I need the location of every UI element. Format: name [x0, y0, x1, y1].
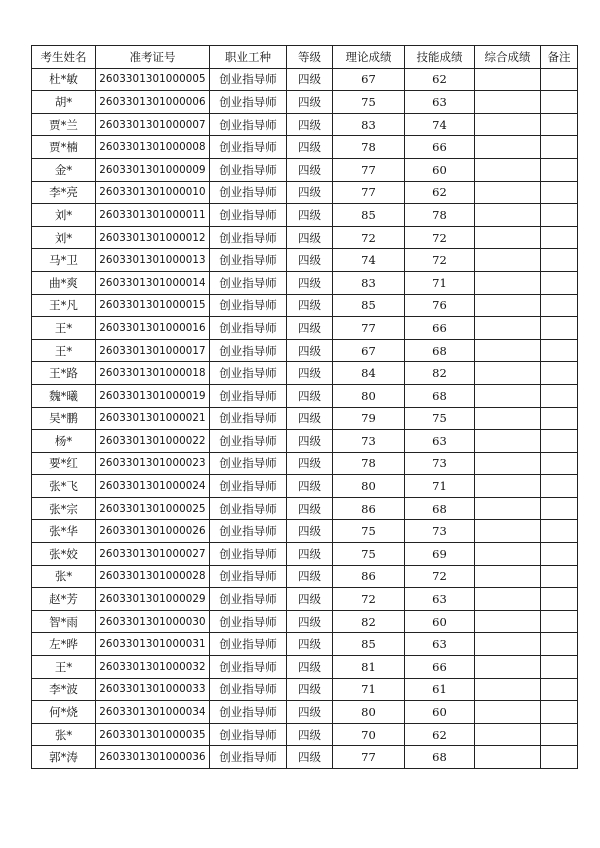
occupation-cell: 创业指导师	[210, 249, 287, 272]
level-cell: 四级	[287, 565, 333, 588]
occupation-cell: 创业指导师	[210, 204, 287, 227]
skill-score-cell: 71	[405, 475, 475, 498]
overall-score-cell	[475, 181, 541, 204]
remark-cell	[541, 226, 578, 249]
theory-score-cell: 80	[333, 475, 405, 498]
occupation-cell: 创业指导师	[210, 656, 287, 679]
skill-score-cell: 60	[405, 701, 475, 724]
overall-score-cell	[475, 68, 541, 91]
level-cell: 四级	[287, 91, 333, 114]
level-cell: 四级	[287, 181, 333, 204]
theory-score-cell: 75	[333, 91, 405, 114]
theory-score-cell: 75	[333, 520, 405, 543]
skill-score-cell: 63	[405, 588, 475, 611]
candidate-name-cell: 杨*	[32, 430, 96, 453]
theory-score-cell: 78	[333, 136, 405, 159]
table-row	[32, 497, 578, 520]
overall-score-cell	[475, 610, 541, 633]
exam-id-cell: 2603301301000015	[96, 294, 210, 317]
level-cell: 四级	[287, 226, 333, 249]
skill-score-cell: 60	[405, 158, 475, 181]
skill-score-cell: 68	[405, 384, 475, 407]
candidate-name-cell: 贾*兰	[32, 113, 96, 136]
exam-id-cell: 2603301301000023	[96, 452, 210, 475]
skill-score-cell: 66	[405, 136, 475, 159]
occupation-cell: 创业指导师	[210, 701, 287, 724]
overall-score-cell	[475, 158, 541, 181]
table-row	[32, 204, 578, 227]
occupation-cell: 创业指导师	[210, 430, 287, 453]
table-row	[32, 543, 578, 566]
exam-id-cell: 2603301301000031	[96, 633, 210, 656]
theory-score-cell: 86	[333, 497, 405, 520]
occupation-cell: 创业指导师	[210, 633, 287, 656]
skill-score-cell: 63	[405, 430, 475, 453]
level-cell: 四级	[287, 204, 333, 227]
theory-score-cell: 67	[333, 68, 405, 91]
candidate-name-cell: 左*晔	[32, 633, 96, 656]
occupation-cell: 创业指导师	[210, 543, 287, 566]
theory-score-cell: 70	[333, 723, 405, 746]
remark-cell	[541, 610, 578, 633]
occupation-cell: 创业指导师	[210, 136, 287, 159]
level-cell: 四级	[287, 68, 333, 91]
table-row	[32, 113, 578, 136]
overall-score-cell	[475, 407, 541, 430]
exam-id-cell: 2603301301000010	[96, 181, 210, 204]
theory-score-cell: 84	[333, 362, 405, 385]
overall-score-cell	[475, 91, 541, 114]
remark-cell	[541, 317, 578, 340]
candidate-name-cell: 吴*鹏	[32, 407, 96, 430]
exam-id-cell: 2603301301000033	[96, 678, 210, 701]
overall-score-cell	[475, 475, 541, 498]
col-overall-header: 综合成绩	[475, 46, 541, 69]
table-row	[32, 158, 578, 181]
occupation-cell: 创业指导师	[210, 181, 287, 204]
theory-score-cell: 75	[333, 543, 405, 566]
theory-score-cell: 79	[333, 407, 405, 430]
theory-score-cell: 85	[333, 204, 405, 227]
occupation-cell: 创业指导师	[210, 226, 287, 249]
theory-score-cell: 77	[333, 746, 405, 769]
candidate-name-cell: 王*	[32, 317, 96, 340]
level-cell: 四级	[287, 633, 333, 656]
table-row	[32, 294, 578, 317]
skill-score-cell: 72	[405, 249, 475, 272]
level-cell: 四级	[287, 452, 333, 475]
remark-cell	[541, 723, 578, 746]
table-row	[32, 746, 578, 769]
skill-score-cell: 68	[405, 339, 475, 362]
exam-id-cell: 2603301301000012	[96, 226, 210, 249]
remark-cell	[541, 158, 578, 181]
table-row	[32, 362, 578, 385]
exam-id-cell: 2603301301000018	[96, 362, 210, 385]
theory-score-cell: 82	[333, 610, 405, 633]
remark-cell	[541, 475, 578, 498]
remark-cell	[541, 520, 578, 543]
level-cell: 四级	[287, 497, 333, 520]
level-cell: 四级	[287, 294, 333, 317]
occupation-cell: 创业指导师	[210, 68, 287, 91]
candidate-name-cell: 王*	[32, 339, 96, 362]
table-row	[32, 475, 578, 498]
remark-cell	[541, 339, 578, 362]
candidate-name-cell: 魏*曦	[32, 384, 96, 407]
remark-cell	[541, 136, 578, 159]
col-exam-id-header: 准考证号	[96, 46, 210, 69]
overall-score-cell	[475, 204, 541, 227]
remark-cell	[541, 181, 578, 204]
skill-score-cell: 76	[405, 294, 475, 317]
candidate-name-cell: 刘*	[32, 204, 96, 227]
occupation-cell: 创业指导师	[210, 294, 287, 317]
exam-id-cell: 2603301301000013	[96, 249, 210, 272]
level-cell: 四级	[287, 475, 333, 498]
level-cell: 四级	[287, 249, 333, 272]
level-cell: 四级	[287, 317, 333, 340]
exam-id-cell: 2603301301000029	[96, 588, 210, 611]
table-row	[32, 610, 578, 633]
remark-cell	[541, 701, 578, 724]
level-cell: 四级	[287, 588, 333, 611]
remark-cell	[541, 204, 578, 227]
remark-cell	[541, 271, 578, 294]
table-row	[32, 565, 578, 588]
theory-score-cell: 73	[333, 430, 405, 453]
table-row	[32, 249, 578, 272]
skill-score-cell: 62	[405, 181, 475, 204]
overall-score-cell	[475, 339, 541, 362]
exam-id-cell: 2603301301000011	[96, 204, 210, 227]
col-skill-header: 技能成绩	[405, 46, 475, 69]
table-row	[32, 407, 578, 430]
occupation-cell: 创业指导师	[210, 588, 287, 611]
overall-score-cell	[475, 249, 541, 272]
overall-score-cell	[475, 543, 541, 566]
candidate-name-cell: 智*雨	[32, 610, 96, 633]
exam-id-cell: 2603301301000016	[96, 317, 210, 340]
remark-cell	[541, 497, 578, 520]
table-row	[32, 520, 578, 543]
overall-score-cell	[475, 362, 541, 385]
skill-score-cell: 73	[405, 452, 475, 475]
exam-id-cell: 2603301301000035	[96, 723, 210, 746]
skill-score-cell: 71	[405, 271, 475, 294]
table-row	[32, 136, 578, 159]
exam-id-cell: 2603301301000009	[96, 158, 210, 181]
skill-score-cell: 66	[405, 656, 475, 679]
skill-score-cell: 82	[405, 362, 475, 385]
candidate-name-cell: 张*华	[32, 520, 96, 543]
col-name-header: 考生姓名	[32, 46, 96, 69]
remark-cell	[541, 565, 578, 588]
level-cell: 四级	[287, 678, 333, 701]
remark-cell	[541, 294, 578, 317]
occupation-cell: 创业指导师	[210, 610, 287, 633]
exam-id-cell: 2603301301000034	[96, 701, 210, 724]
occupation-cell: 创业指导师	[210, 723, 287, 746]
candidate-name-cell: 王*路	[32, 362, 96, 385]
table-row	[32, 430, 578, 453]
candidate-name-cell: 马*卫	[32, 249, 96, 272]
candidate-name-cell: 曲*爽	[32, 271, 96, 294]
overall-score-cell	[475, 113, 541, 136]
overall-score-cell	[475, 723, 541, 746]
theory-score-cell: 74	[333, 249, 405, 272]
candidate-name-cell: 王*	[32, 656, 96, 679]
remark-cell	[541, 656, 578, 679]
skill-score-cell: 78	[405, 204, 475, 227]
remark-cell	[541, 68, 578, 91]
occupation-cell: 创业指导师	[210, 317, 287, 340]
table-row	[32, 384, 578, 407]
overall-score-cell	[475, 678, 541, 701]
candidate-name-cell: 张*宗	[32, 497, 96, 520]
level-cell: 四级	[287, 113, 333, 136]
remark-cell	[541, 91, 578, 114]
candidate-name-cell: 刘*	[32, 226, 96, 249]
candidate-name-cell: 赵*芳	[32, 588, 96, 611]
candidate-name-cell: 金*	[32, 158, 96, 181]
candidate-name-cell: 何*烧	[32, 701, 96, 724]
exam-id-cell: 2603301301000014	[96, 271, 210, 294]
table-row	[32, 656, 578, 679]
theory-score-cell: 78	[333, 452, 405, 475]
col-occupation-header: 职业工种	[210, 46, 287, 69]
overall-score-cell	[475, 656, 541, 679]
overall-score-cell	[475, 430, 541, 453]
skill-score-cell: 66	[405, 317, 475, 340]
table-body	[32, 68, 578, 768]
overall-score-cell	[475, 746, 541, 769]
occupation-cell: 创业指导师	[210, 362, 287, 385]
candidate-name-cell: 张*飞	[32, 475, 96, 498]
table-row	[32, 317, 578, 340]
level-cell: 四级	[287, 430, 333, 453]
overall-score-cell	[475, 294, 541, 317]
theory-score-cell: 86	[333, 565, 405, 588]
overall-score-cell	[475, 317, 541, 340]
exam-id-cell: 2603301301000032	[96, 656, 210, 679]
table-row	[32, 588, 578, 611]
exam-id-cell: 2603301301000019	[96, 384, 210, 407]
overall-score-cell	[475, 497, 541, 520]
overall-score-cell	[475, 701, 541, 724]
level-cell: 四级	[287, 362, 333, 385]
exam-id-cell: 2603301301000021	[96, 407, 210, 430]
theory-score-cell: 81	[333, 656, 405, 679]
overall-score-cell	[475, 520, 541, 543]
occupation-cell: 创业指导师	[210, 746, 287, 769]
skill-score-cell: 61	[405, 678, 475, 701]
skill-score-cell: 69	[405, 543, 475, 566]
candidate-name-cell: 贾*楠	[32, 136, 96, 159]
skill-score-cell: 60	[405, 610, 475, 633]
remark-cell	[541, 384, 578, 407]
skill-score-cell: 75	[405, 407, 475, 430]
exam-id-cell: 2603301301000008	[96, 136, 210, 159]
overall-score-cell	[475, 588, 541, 611]
exam-id-cell: 2603301301000006	[96, 91, 210, 114]
col-level-header: 等级	[287, 46, 333, 69]
table-row	[32, 226, 578, 249]
skill-score-cell: 63	[405, 91, 475, 114]
skill-score-cell: 74	[405, 113, 475, 136]
table-row	[32, 271, 578, 294]
overall-score-cell	[475, 384, 541, 407]
occupation-cell: 创业指导师	[210, 158, 287, 181]
exam-id-cell: 2603301301000022	[96, 430, 210, 453]
occupation-cell: 创业指导师	[210, 497, 287, 520]
remark-cell	[541, 362, 578, 385]
remark-cell	[541, 430, 578, 453]
remark-cell	[541, 249, 578, 272]
skill-score-cell: 68	[405, 497, 475, 520]
exam-id-cell: 2603301301000036	[96, 746, 210, 769]
level-cell: 四级	[287, 610, 333, 633]
occupation-cell: 创业指导师	[210, 565, 287, 588]
remark-cell	[541, 407, 578, 430]
exam-id-cell: 2603301301000028	[96, 565, 210, 588]
candidate-name-cell: 张*	[32, 723, 96, 746]
exam-id-cell: 2603301301000025	[96, 497, 210, 520]
table-row	[32, 68, 578, 91]
candidate-name-cell: 郭*涛	[32, 746, 96, 769]
level-cell: 四级	[287, 543, 333, 566]
overall-score-cell	[475, 271, 541, 294]
exam-id-cell: 2603301301000024	[96, 475, 210, 498]
table-row	[32, 723, 578, 746]
remark-cell	[541, 588, 578, 611]
theory-score-cell: 71	[333, 678, 405, 701]
skill-score-cell: 68	[405, 746, 475, 769]
level-cell: 四级	[287, 158, 333, 181]
theory-score-cell: 80	[333, 701, 405, 724]
exam-id-cell: 2603301301000026	[96, 520, 210, 543]
theory-score-cell: 77	[333, 317, 405, 340]
remark-cell	[541, 633, 578, 656]
candidate-name-cell: 杜*敏	[32, 68, 96, 91]
skill-score-cell: 63	[405, 633, 475, 656]
table-row	[32, 91, 578, 114]
theory-score-cell: 67	[333, 339, 405, 362]
score-table	[31, 45, 578, 769]
theory-score-cell: 72	[333, 588, 405, 611]
theory-score-cell: 83	[333, 271, 405, 294]
occupation-cell: 创业指导师	[210, 384, 287, 407]
theory-score-cell: 77	[333, 181, 405, 204]
occupation-cell: 创业指导师	[210, 475, 287, 498]
theory-score-cell: 80	[333, 384, 405, 407]
table-row	[32, 339, 578, 362]
col-remark-header: 备注	[541, 46, 578, 69]
candidate-name-cell: 李*亮	[32, 181, 96, 204]
theory-score-cell: 85	[333, 294, 405, 317]
skill-score-cell: 62	[405, 68, 475, 91]
candidate-name-cell: 李*波	[32, 678, 96, 701]
overall-score-cell	[475, 633, 541, 656]
level-cell: 四级	[287, 384, 333, 407]
occupation-cell: 创业指导师	[210, 678, 287, 701]
exam-id-cell: 2603301301000007	[96, 113, 210, 136]
exam-id-cell: 2603301301000027	[96, 543, 210, 566]
table-row	[32, 701, 578, 724]
occupation-cell: 创业指导师	[210, 271, 287, 294]
theory-score-cell: 85	[333, 633, 405, 656]
exam-id-cell: 2603301301000030	[96, 610, 210, 633]
occupation-cell: 创业指导师	[210, 407, 287, 430]
overall-score-cell	[475, 136, 541, 159]
level-cell: 四级	[287, 746, 333, 769]
remark-cell	[541, 543, 578, 566]
skill-score-cell: 72	[405, 226, 475, 249]
theory-score-cell: 77	[333, 158, 405, 181]
skill-score-cell: 62	[405, 723, 475, 746]
occupation-cell: 创业指导师	[210, 339, 287, 362]
candidate-name-cell: 张*姣	[32, 543, 96, 566]
remark-cell	[541, 746, 578, 769]
level-cell: 四级	[287, 520, 333, 543]
header-row	[32, 46, 578, 69]
level-cell: 四级	[287, 656, 333, 679]
level-cell: 四级	[287, 136, 333, 159]
table-row	[32, 678, 578, 701]
theory-score-cell: 72	[333, 226, 405, 249]
level-cell: 四级	[287, 723, 333, 746]
table-header	[32, 46, 578, 69]
candidate-name-cell: 王*凡	[32, 294, 96, 317]
overall-score-cell	[475, 226, 541, 249]
occupation-cell: 创业指导师	[210, 91, 287, 114]
occupation-cell: 创业指导师	[210, 113, 287, 136]
remark-cell	[541, 113, 578, 136]
candidate-name-cell: 要*红	[32, 452, 96, 475]
table-row	[32, 452, 578, 475]
exam-id-cell: 2603301301000017	[96, 339, 210, 362]
overall-score-cell	[475, 452, 541, 475]
occupation-cell: 创业指导师	[210, 520, 287, 543]
theory-score-cell: 83	[333, 113, 405, 136]
table-row	[32, 181, 578, 204]
remark-cell	[541, 452, 578, 475]
exam-id-cell: 2603301301000005	[96, 68, 210, 91]
skill-score-cell: 72	[405, 565, 475, 588]
remark-cell	[541, 678, 578, 701]
table-row	[32, 633, 578, 656]
candidate-name-cell: 张*	[32, 565, 96, 588]
occupation-cell: 创业指导师	[210, 452, 287, 475]
col-theory-header: 理论成绩	[333, 46, 405, 69]
level-cell: 四级	[287, 271, 333, 294]
overall-score-cell	[475, 565, 541, 588]
level-cell: 四级	[287, 339, 333, 362]
level-cell: 四级	[287, 701, 333, 724]
skill-score-cell: 73	[405, 520, 475, 543]
level-cell: 四级	[287, 407, 333, 430]
candidate-name-cell: 胡*	[32, 91, 96, 114]
